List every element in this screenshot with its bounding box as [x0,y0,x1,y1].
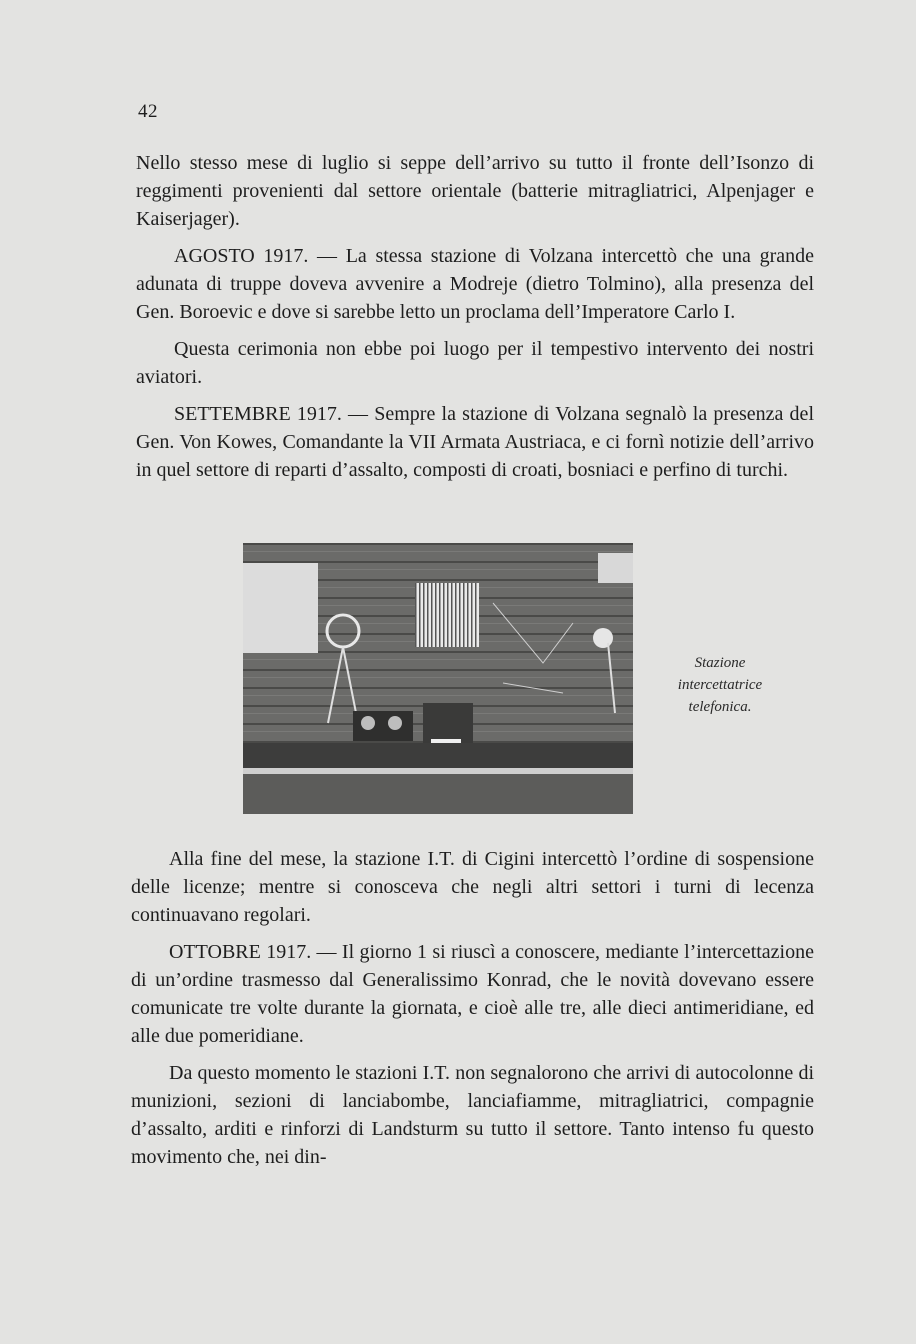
text-block-bottom [131,845,814,1180]
caption-line: telefonica. [688,699,752,715]
paragraph: Nello stesso mese di luglio si seppe dell’arrivo su tutto il fronte dell’Isonzo di reggimenti provenienti dal settore orientale (batterie mitragliatrici, Alpenjager e Kaiserjager). [136,152,814,230]
caption-line: intercettatrice [677,677,763,693]
paragraph: SETTEMBRE 1917. — Sempre la stazione di Volzana segnalò la presenza del Gen. Von Kowes, Comandante la VII Armata Austriaca, e ci fornì notizie dell’arrivo in quel settore di reparti d’assalto, composti di croati, bosniaci e perfino di turchi. [136,403,814,481]
photo-intercept-station [243,543,633,814]
photo-graphic [243,543,633,814]
paragraph: Alla fine del mese, la stazione I.T. di Cigini intercettò l’ordine di sospensione delle licenze; mentre si conosceva che negli altri settori i turni di lecenza continuavano regolari. [131,848,814,926]
figure-caption [650,652,790,718]
paragraph: Da questo momento le stazioni I.T. non segnalorono che arrivi di autocolonne di munizioni, sezioni di lanciabombe, lanciafiamme, mitragliatrici, compagnie d’assalto, arditi e rinforzi di Landsturm su tutto il settore. Tanto intenso fu questo movimento che, nei din- [131,1062,814,1168]
paragraph: OTTOBRE 1917. — Il giorno 1 si riuscì a conoscere, mediante l’intercettazione di un’ordine trasmesso dal Generalissimo Konrad, che le novità dovevano essere comunicate tre volte durante la giornata, e cioè alle tre, alle dieci antimeridiane, ed alle due pomeridiane. [131,941,814,1047]
caption-line: Stazione [694,655,746,671]
text-block-top [136,149,814,493]
paragraph: Questa cerimonia non ebbe poi luogo per il tempestivo intervento dei nostri aviatori. [136,338,814,388]
page-number: 42 [138,101,158,122]
paragraph: AGOSTO 1917. — La stessa stazione di Volzana intercettò che una grande adunata di truppe doveva avvenire a Modreje (dietro Tolmino), alla presenza del Gen. Boroevic e dove si sarebbe letto un proclama dell’Imperatore Carlo I. [136,245,814,323]
